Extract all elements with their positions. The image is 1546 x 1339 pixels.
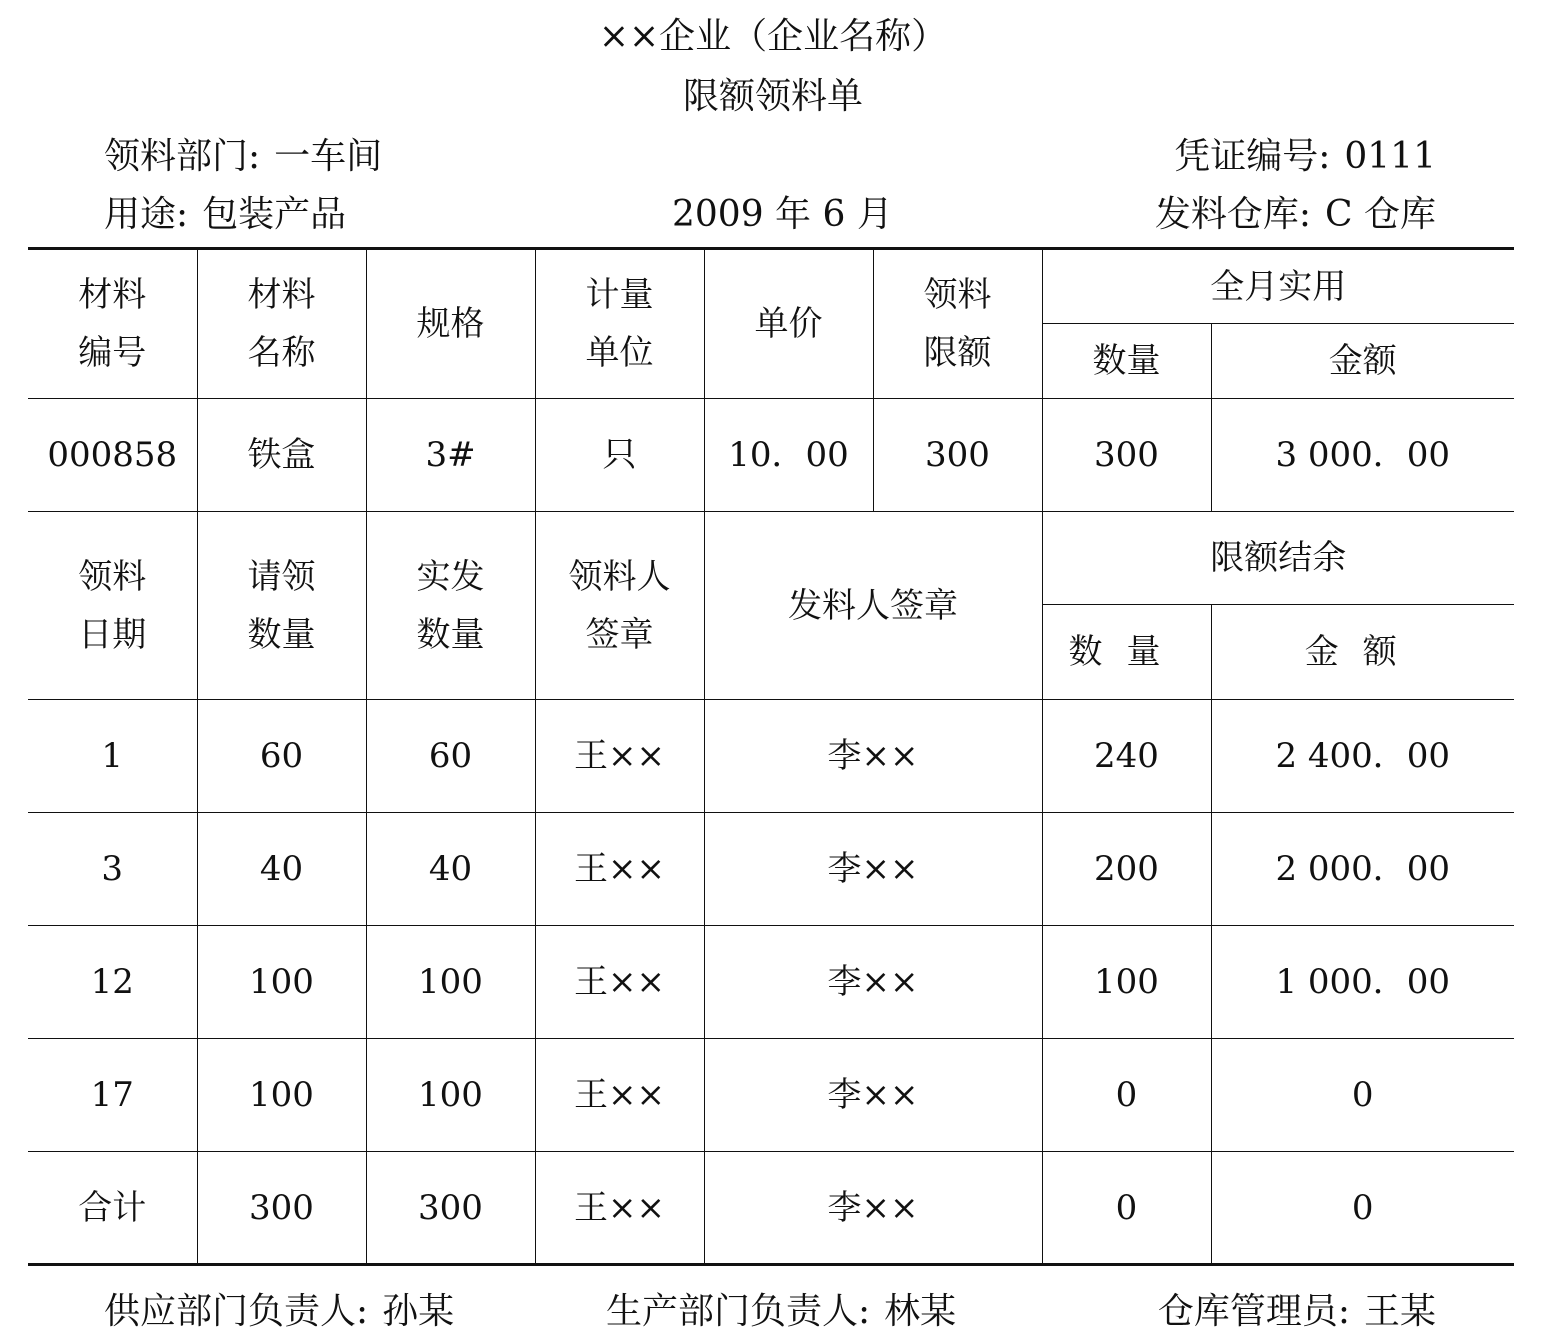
row-actual: 300 [366, 1152, 535, 1265]
row-actual: 100 [366, 926, 535, 1039]
row-date: 3 [28, 813, 197, 926]
row-issuer: 李×× [704, 813, 1042, 926]
header-material-name: 材料 名称 [197, 249, 366, 399]
warehouse-keeper-label: 仓库管理员: [1157, 1291, 1350, 1332]
row-receiver: 王×× [535, 1039, 704, 1152]
voucher-field [1174, 128, 1436, 179]
material-code: 000858 [28, 399, 197, 512]
table1-header-row [28, 249, 1514, 324]
row-balance-amount: 0 [1211, 1152, 1514, 1265]
header-limit-balance: 限额结余 [1042, 512, 1514, 605]
row-balance-amount: 0 [1211, 1039, 1514, 1152]
row-balance-qty: 100 [1042, 926, 1211, 1039]
row-date: 1 [28, 700, 197, 813]
material-usage-qty: 300 [1042, 399, 1211, 512]
row-receiver: 王×× [535, 700, 704, 813]
header-unit-price: 单价 [704, 249, 873, 399]
requisition-table [28, 247, 1514, 1266]
row-requested: 100 [197, 1039, 366, 1152]
row-balance-qty: 200 [1042, 813, 1211, 926]
header-issuer-sign: 发料人签章 [704, 512, 1042, 700]
row-requested: 60 [197, 700, 366, 813]
header-usage-qty: 数量 [1042, 324, 1211, 399]
voucher-value: 0111 [1344, 136, 1436, 177]
warehouse-keeper-field [1158, 1283, 1436, 1334]
header-receiver-sign: 领料人 签章 [535, 512, 704, 700]
material-row [28, 399, 1514, 512]
form-title: 限额领料单 [682, 76, 863, 117]
dept-label: 领料部门: [104, 136, 261, 177]
supply-manager-value: 孙某 [382, 1291, 455, 1332]
row-balance-qty: 240 [1042, 700, 1211, 813]
table-row [28, 813, 1514, 926]
warehouse-field [1155, 186, 1436, 237]
row-requested: 40 [197, 813, 366, 926]
table-row [28, 700, 1514, 813]
row-requested: 300 [197, 1152, 366, 1265]
header-issue-date: 领料 日期 [28, 512, 197, 700]
warehouse-value: C 仓库 [1325, 194, 1436, 235]
header-unit: 计量 单位 [535, 249, 704, 399]
header-requested-qty: 请领 数量 [197, 512, 366, 700]
material-price: 10．00 [704, 399, 873, 512]
header-usage-amount: 金额 [1211, 324, 1514, 399]
row-balance-amount: 1 000．00 [1211, 926, 1514, 1039]
row-receiver: 王×× [535, 813, 704, 926]
supply-manager-label: 供应部门负责人: [104, 1291, 369, 1332]
total-row [28, 1152, 1514, 1265]
purpose-value: 包装产品 [202, 194, 347, 235]
row-date: 12 [28, 926, 197, 1039]
material-limit: 300 [873, 399, 1042, 512]
table2-header-row [28, 512, 1514, 605]
header-balance-qty: 数量 [1042, 605, 1211, 700]
warehouse-keeper-value: 王某 [1363, 1291, 1436, 1332]
row-balance-amount: 2 400．00 [1211, 700, 1514, 813]
material-usage-amount: 3 000．00 [1211, 399, 1514, 512]
warehouse-label: 发料仓库: [1154, 194, 1311, 235]
dept-field [104, 128, 382, 179]
production-manager-label: 生产部门负责人: [606, 1291, 871, 1332]
material-unit: 只 [535, 399, 704, 512]
header-actual-qty: 实发 数量 [366, 512, 535, 700]
voucher-label: 凭证编号: [1174, 136, 1331, 177]
purpose-field [104, 186, 346, 237]
row-receiver: 王×× [535, 926, 704, 1039]
company-title: ××企业（企业名称） [598, 16, 948, 57]
material-name: 铁盒 [197, 399, 366, 512]
purpose-label: 用途: [104, 194, 189, 235]
row-balance-qty: 0 [1042, 1152, 1211, 1265]
production-manager-value: 林某 [884, 1291, 957, 1332]
supply-manager-field [104, 1283, 454, 1334]
form-date: 2009 年 6 月 [672, 194, 893, 235]
row-issuer: 李×× [704, 926, 1042, 1039]
row-requested: 100 [197, 926, 366, 1039]
row-date: 合计 [28, 1152, 197, 1265]
row-balance-amount: 2 000．00 [1211, 813, 1514, 926]
header-monthly-usage: 全月实用 [1042, 249, 1514, 324]
row-actual: 60 [366, 700, 535, 813]
header-balance-amount: 金额 [1211, 605, 1514, 700]
table-row [28, 926, 1514, 1039]
row-issuer: 李×× [704, 700, 1042, 813]
row-actual: 100 [366, 1039, 535, 1152]
material-spec: 3# [366, 399, 535, 512]
dept-value: 一车间 [274, 136, 383, 177]
row-balance-qty: 0 [1042, 1039, 1211, 1152]
row-actual: 40 [366, 813, 535, 926]
header-limit: 领料 限额 [873, 249, 1042, 399]
table-row [28, 1039, 1514, 1152]
row-receiver: 王×× [535, 1152, 704, 1265]
row-date: 17 [28, 1039, 197, 1152]
production-manager-field [606, 1283, 956, 1334]
row-issuer: 李×× [704, 1152, 1042, 1265]
header-material-code: 材料 编号 [28, 249, 197, 399]
row-issuer: 李×× [704, 1039, 1042, 1152]
header-spec: 规格 [366, 249, 535, 399]
